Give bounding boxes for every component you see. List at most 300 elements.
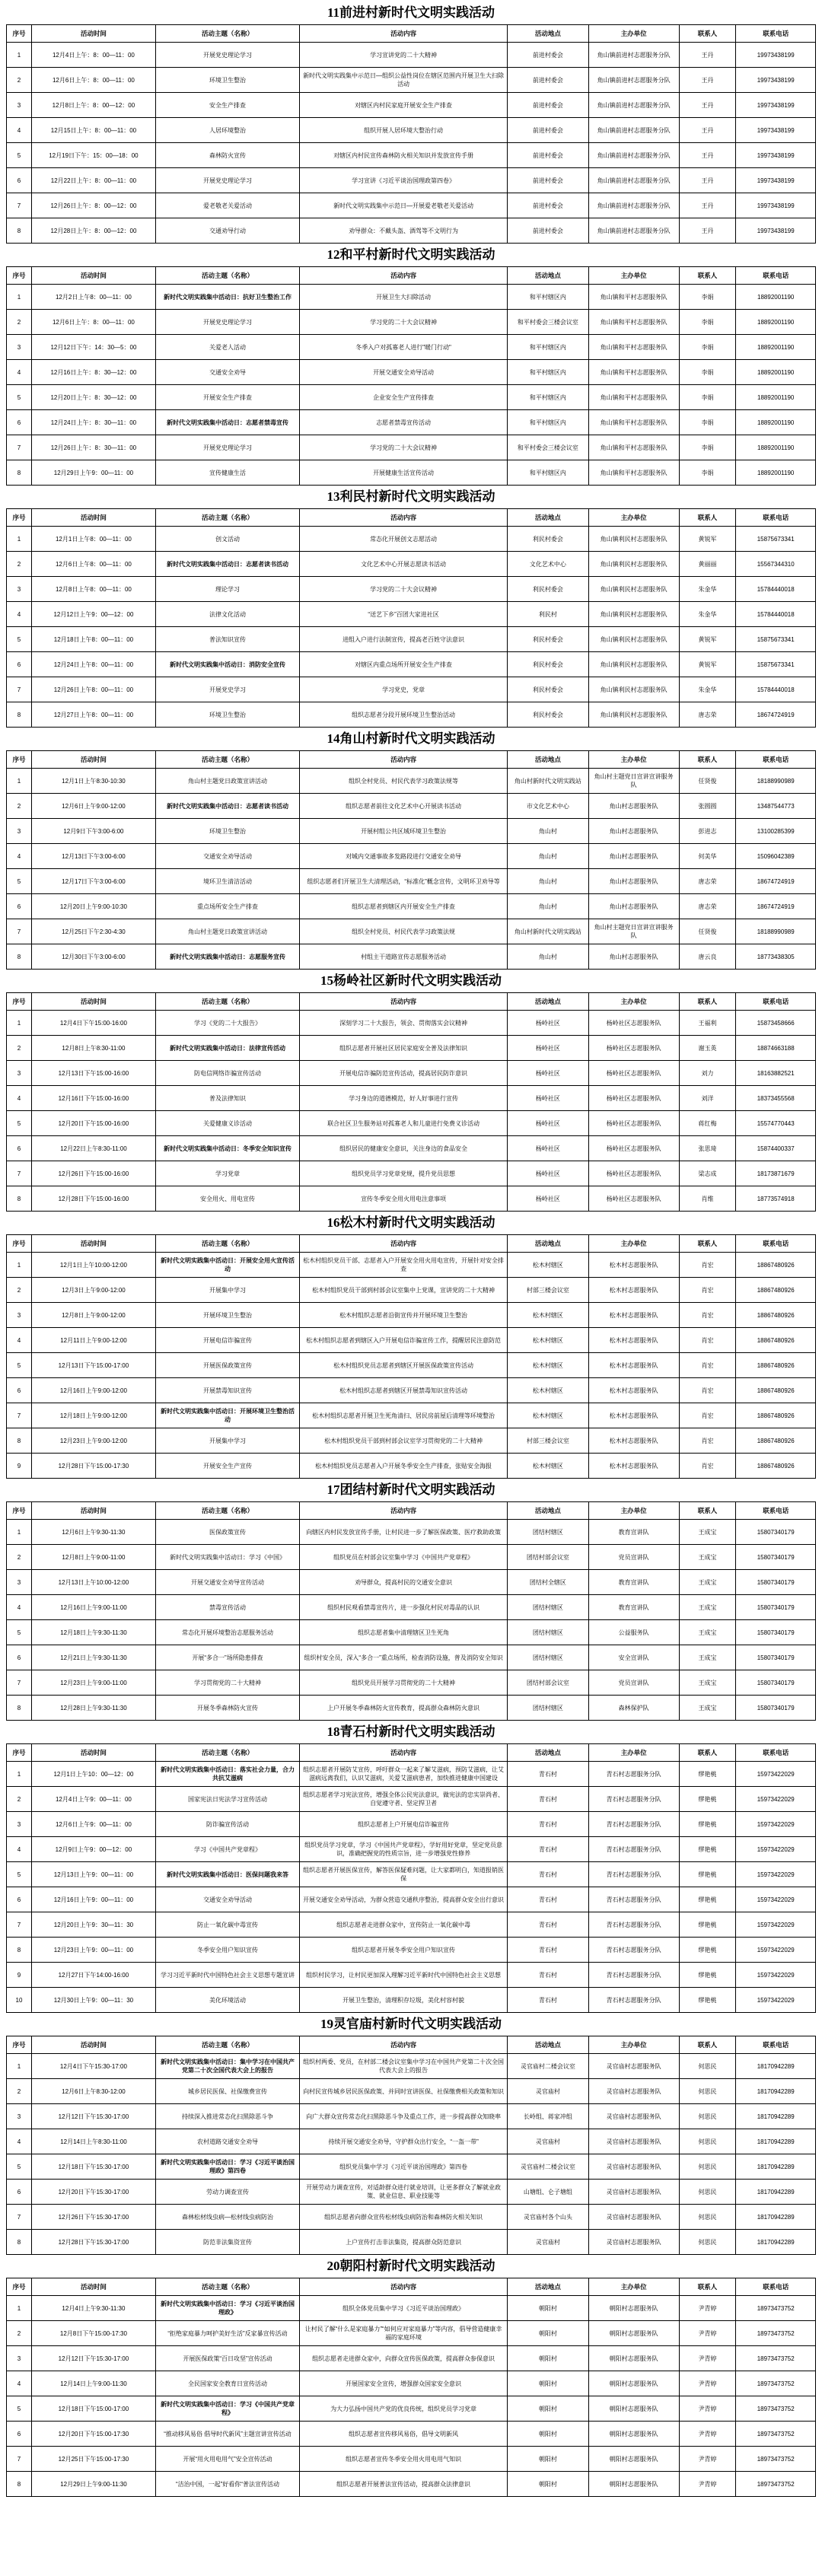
- cell-time: 12月11日上午9:00-12:00: [32, 1328, 156, 1353]
- cell-theme: 新时代文明实践集中活动日：落实社会力量，合力共抗艾滋病: [155, 1762, 299, 1787]
- cell-contact: 唐志荣: [679, 894, 736, 919]
- cell-phone: 18867480926: [736, 1303, 816, 1328]
- cell-phone: 18170942289: [736, 2054, 816, 2079]
- cell-theme: 农村道路交通安全劝导: [155, 2129, 299, 2154]
- cell-phone: 15807340179: [736, 1696, 816, 1721]
- table-row: [7, 93, 816, 118]
- cell-theme: 学习党章: [155, 1161, 299, 1186]
- cell-no: 7: [7, 677, 32, 702]
- cell-no: 6: [7, 1378, 32, 1403]
- cell-content: 开展卫生整治，清理积存垃圾，美化村容村貌: [300, 1988, 508, 2013]
- table-row: [7, 193, 816, 218]
- column-header: 活动内容: [300, 267, 508, 285]
- cell-no: 8: [7, 944, 32, 970]
- cell-contact: 尹青婷: [679, 2472, 736, 2497]
- table-row: [7, 677, 816, 702]
- cell-time: 12月16日上午9:00-12:00: [32, 1378, 156, 1403]
- cell-theme: 新时代文明实践集中活动日：医保问题我来答: [155, 1862, 299, 1887]
- cell-org: 角山村志愿服务队: [588, 819, 679, 844]
- cell-content: 组织全村党员、村民代表学习政策法规等: [300, 769, 508, 794]
- cell-contact: 刘力: [679, 1061, 736, 1086]
- activity-table: [6, 24, 816, 244]
- cell-content: 上户宣传打击非法集资，提高群众防范意识: [300, 2230, 508, 2255]
- cell-phone: 19973438199: [736, 193, 816, 218]
- cell-place: 杨岭社区: [508, 1011, 589, 1036]
- cell-place: 利民村: [508, 602, 589, 627]
- cell-theme: 重点场所安全生产排查: [155, 894, 299, 919]
- cell-no: 6: [7, 1645, 32, 1670]
- table-row: [7, 1353, 816, 1378]
- cell-phone: 15973422029: [736, 1963, 816, 1988]
- cell-phone: 18173871679: [736, 1161, 816, 1186]
- cell-content: 深刻学习二十大报告，领会、贯彻落实会议精神: [300, 1011, 508, 1036]
- cell-theme: 防范非法集资宣传: [155, 2230, 299, 2255]
- cell-phone: 15875673341: [736, 627, 816, 652]
- cell-phone: 18867480926: [736, 1428, 816, 1454]
- cell-theme: 学习《中国共产党章程》: [155, 1837, 299, 1862]
- cell-content: 组织志愿者上户开展电信诈骗宣传: [300, 1812, 508, 1837]
- cell-place: 朝阳村: [508, 2346, 589, 2371]
- cell-place: 角山村: [508, 894, 589, 919]
- column-header: 活动地点: [508, 2036, 589, 2054]
- table-row: [7, 1428, 816, 1454]
- cell-contact: 黄丽丽: [679, 552, 736, 577]
- column-header: 活动内容: [300, 2036, 508, 2054]
- cell-phone: 19973438199: [736, 118, 816, 143]
- cell-org: 青石村志愿服务分队: [588, 1862, 679, 1887]
- cell-time: 12月4日上午：8：00—11：00: [32, 43, 156, 68]
- cell-phone: 18892001190: [736, 460, 816, 486]
- column-header: 序号: [7, 2036, 32, 2054]
- cell-phone: 15784440018: [736, 577, 816, 602]
- column-header: 主办单位: [588, 1502, 679, 1520]
- cell-contact: 黄锐军: [679, 627, 736, 652]
- cell-contact: 缪艳桃: [679, 1988, 736, 2013]
- table-row: [7, 894, 816, 919]
- cell-contact: 梁志成: [679, 1161, 736, 1186]
- column-header: 活动地点: [508, 267, 589, 285]
- cell-time: 12月26日下午15:00-16:00: [32, 1161, 156, 1186]
- cell-place: 团结村辖区: [508, 1645, 589, 1670]
- cell-phone: 18170942289: [736, 2129, 816, 2154]
- cell-time: 12月18日上午9:30-11:30: [32, 1620, 156, 1645]
- column-header: 联系电话: [736, 509, 816, 527]
- cell-content: 开展卫生大扫除活动: [300, 285, 508, 310]
- cell-contact: 黄锐军: [679, 527, 736, 552]
- cell-theme: 开展交通安全劝导宣传活动: [155, 1570, 299, 1595]
- section-title: 19灵官庙村新时代文明实践活动: [320, 2017, 502, 2031]
- cell-time: 12月26日上午：8：00—12：00: [32, 193, 156, 218]
- table-row: [7, 2054, 816, 2079]
- cell-time: 12月20日下午15:00-17:30: [32, 2422, 156, 2447]
- cell-phone: 19973438199: [736, 143, 816, 168]
- column-header: 联系人: [679, 1744, 736, 1762]
- cell-place: 团结村全辖区: [508, 1570, 589, 1595]
- cell-content: 宣传冬季安全用火用电注意事项: [300, 1186, 508, 1212]
- cell-theme: 开展“用火用电用气”安全宣传活动: [155, 2447, 299, 2472]
- table-row: [7, 1912, 816, 1938]
- cell-org: 青石村志愿服务分队: [588, 1912, 679, 1938]
- cell-phone: 15973422029: [736, 1762, 816, 1787]
- table-row: [7, 769, 816, 794]
- cell-content: 持续开展交通安全劝导，守护群众出行安全，“一盔一带”: [300, 2129, 508, 2154]
- cell-place: 松木村辖区: [508, 1378, 589, 1403]
- cell-org: 角山镇和平村志愿服务队: [588, 285, 679, 310]
- cell-contact: 王成宝: [679, 1670, 736, 1696]
- cell-phone: 18867480926: [736, 1328, 816, 1353]
- table-header-row: [7, 267, 816, 285]
- cell-time: 12月26日下午15:30-17:00: [32, 2205, 156, 2230]
- cell-time: 12月6日上午9:30-11:30: [32, 1520, 156, 1545]
- table-row: [7, 1595, 816, 1620]
- table-row: [7, 2079, 816, 2104]
- cell-content: 组织志愿者们开展卫生大清理活动，“标准化”概念宣传，文明环卫劝导等: [300, 869, 508, 894]
- cell-content: 组织志愿者开展社区居民家庭安全普及法律知识: [300, 1036, 508, 1061]
- cell-place: 朝阳村: [508, 2447, 589, 2472]
- column-header: 序号: [7, 1235, 32, 1253]
- cell-theme: 学习贯彻党的二十大精神: [155, 1670, 299, 1696]
- cell-contact: 李娟: [679, 435, 736, 460]
- cell-contact: 缪艳桃: [679, 1812, 736, 1837]
- cell-org: 朝阳村志愿服务队: [588, 2296, 679, 2321]
- column-header: 活动时间: [32, 1502, 156, 1520]
- cell-org: 朝阳村志愿服务队: [588, 2321, 679, 2346]
- cell-org: 角山村主题党日宣讲宣讲服务队: [588, 919, 679, 944]
- cell-content: 文化艺术中心开展志愿读书活动: [300, 552, 508, 577]
- cell-contact: 朱金华: [679, 577, 736, 602]
- cell-org: 角山镇利民村志愿服务队: [588, 627, 679, 652]
- table-row: [7, 1111, 816, 1136]
- cell-contact: 肖宏: [679, 1378, 736, 1403]
- cell-theme: 新时代文明实践集中活动日：志愿服务宣传: [155, 944, 299, 970]
- cell-theme: 新时代文明实践集中活动日：消防安全宣传: [155, 652, 299, 677]
- cell-org: 青石村志愿服务分队: [588, 1938, 679, 1963]
- table-row: [7, 285, 816, 310]
- cell-theme: 禁毒宣传活动: [155, 1595, 299, 1620]
- cell-time: 12月16日上午9:00-11:00: [32, 1595, 156, 1620]
- cell-contact: 何思民: [679, 2230, 736, 2255]
- table-row: [7, 1403, 816, 1428]
- cell-place: 和平村辖区内: [508, 410, 589, 435]
- cell-place: 团结村部会议室: [508, 1670, 589, 1696]
- cell-content: 组织志愿者到辖区内开展安全生产排查: [300, 894, 508, 919]
- cell-place: 杨岭社区: [508, 1036, 589, 1061]
- cell-theme: 法律文化活动: [155, 602, 299, 627]
- cell-no: 5: [7, 627, 32, 652]
- cell-org: 角山镇和平村志愿服务队: [588, 410, 679, 435]
- column-header: 活动地点: [508, 1502, 589, 1520]
- cell-no: 6: [7, 410, 32, 435]
- cell-content: 组织志愿者开展冬季安全用户知识宣传: [300, 1938, 508, 1963]
- cell-time: 12月22日上午8:30-11:00: [32, 1136, 156, 1161]
- cell-org: 角山村志愿服务队: [588, 944, 679, 970]
- cell-phone: 13487544773: [736, 794, 816, 819]
- cell-contact: 李娟: [679, 385, 736, 410]
- cell-contact: 张思琦: [679, 1136, 736, 1161]
- table-header-row: [7, 25, 816, 43]
- table-row: [7, 168, 816, 193]
- cell-theme: 环境卫生整治: [155, 68, 299, 93]
- cell-place: 杨岭社区: [508, 1186, 589, 1212]
- cell-place: 山塘组、仑子塘组: [508, 2180, 589, 2205]
- cell-theme: 新时代文明实践集中活动日：学习《中国》: [155, 1545, 299, 1570]
- cell-time: 12月6日上午9：00—11：00: [32, 1812, 156, 1837]
- cell-org: 松木村志愿服务队: [588, 1403, 679, 1428]
- cell-time: 12月4日下午15:00-16:00: [32, 1011, 156, 1036]
- cell-time: 12月30日下午3:00-6:00: [32, 944, 156, 970]
- cell-org: 角山镇和平村志愿服务队: [588, 460, 679, 486]
- cell-no: 9: [7, 1963, 32, 1988]
- cell-content: 组织村安全员，深入“多合一”重点场所，检查消防设施，普及消防安全知识: [300, 1645, 508, 1670]
- cell-theme: 新时代文明实践集中活动日：抗好卫生整治工作: [155, 285, 299, 310]
- column-header: 活动地点: [508, 509, 589, 527]
- cell-contact: 缪艳桃: [679, 1963, 736, 1988]
- cell-theme: 防诈骗宣传活动: [155, 1812, 299, 1837]
- column-header: 活动时间: [32, 993, 156, 1011]
- cell-content: 松木村组织党员干部到村部会议室学习贯彻党的二十大精神: [300, 1428, 508, 1454]
- cell-contact: 王成宝: [679, 1645, 736, 1670]
- cell-place: 利民村委会: [508, 702, 589, 728]
- cell-contact: 黄锐军: [679, 652, 736, 677]
- column-header: 主办单位: [588, 993, 679, 1011]
- cell-content: 松木村组织党员干部、志愿者入户开展安全用火用电宣传，开展针对安全排查: [300, 1253, 508, 1278]
- cell-org: 角山镇和平村志愿服务队: [588, 335, 679, 360]
- column-header: 活动时间: [32, 267, 156, 285]
- cell-time: 12月23日上午9:00-11:00: [32, 1670, 156, 1696]
- cell-org: 朝阳村志愿服务队: [588, 2472, 679, 2497]
- cell-no: 3: [7, 335, 32, 360]
- cell-place: 团结村部会议室: [508, 1545, 589, 1570]
- cell-org: 公益服务队: [588, 1620, 679, 1645]
- cell-no: 6: [7, 894, 32, 919]
- cell-no: 2: [7, 68, 32, 93]
- section-title: 16松木村新时代文明实践活动: [327, 1215, 495, 1230]
- column-header: 主办单位: [588, 2278, 679, 2296]
- cell-no: 8: [7, 2472, 32, 2497]
- cell-time: 12月24日上午：8：30—11：00: [32, 410, 156, 435]
- column-header: 活动地点: [508, 1235, 589, 1253]
- cell-theme: 开展安全生产宣传: [155, 1454, 299, 1479]
- cell-theme: 交通安全劝导活动: [155, 1887, 299, 1912]
- cell-phone: 18892001190: [736, 360, 816, 385]
- cell-contact: 李娟: [679, 285, 736, 310]
- column-header: 联系人: [679, 509, 736, 527]
- cell-time: 12月13日下午15:00-17:00: [32, 1353, 156, 1378]
- table-row: [7, 944, 816, 970]
- cell-org: 松木村志愿服务队: [588, 1328, 679, 1353]
- cell-contact: 王丹: [679, 118, 736, 143]
- cell-place: 青石村: [508, 1862, 589, 1887]
- cell-time: 12月26日上午：8：30—11：00: [32, 435, 156, 460]
- table-row: [7, 118, 816, 143]
- column-header: 活动主题（名称）: [155, 993, 299, 1011]
- cell-phone: 18867480926: [736, 1378, 816, 1403]
- cell-org: 角山镇利民村志愿服务队: [588, 652, 679, 677]
- cell-org: 青石村志愿服务分队: [588, 1762, 679, 1787]
- table-row: [7, 385, 816, 410]
- cell-no: 5: [7, 869, 32, 894]
- cell-contact: 王成宝: [679, 1520, 736, 1545]
- table-row: [7, 1570, 816, 1595]
- cell-org: 松木村志愿服务队: [588, 1278, 679, 1303]
- column-header: 联系人: [679, 1502, 736, 1520]
- cell-phone: 18973473752: [736, 2422, 816, 2447]
- cell-place: 市文化艺术中心: [508, 794, 589, 819]
- column-header: 主办单位: [588, 751, 679, 769]
- cell-place: 朝阳村: [508, 2321, 589, 2346]
- section-title: 14角山村新时代文明实践活动: [327, 731, 495, 746]
- cell-place: 青石村: [508, 1837, 589, 1862]
- cell-place: 青石村: [508, 1938, 589, 1963]
- cell-no: 7: [7, 435, 32, 460]
- cell-org: 杨岭社区志愿服务队: [588, 1111, 679, 1136]
- cell-place: 灵官庙村: [508, 2079, 589, 2104]
- cell-theme: 新时代文明实践集中活动日：学习《习近平谈治国理政》第四卷: [155, 2154, 299, 2180]
- cell-org: 角山村主题党日宣讲宣讲服务队: [588, 769, 679, 794]
- cell-content: 向广大群众宣传常态化扫黑除恶斗争及重点工作，进一步提高群众知晓率: [300, 2104, 508, 2129]
- cell-org: 灵官庙村志愿服务队: [588, 2104, 679, 2129]
- column-header: 联系人: [679, 267, 736, 285]
- cell-time: 12月28日下午15:00-16:00: [32, 1186, 156, 1212]
- cell-phone: 15973422029: [736, 1787, 816, 1812]
- cell-org: 角山镇前进村志愿服务分队: [588, 218, 679, 244]
- column-header: 活动时间: [32, 751, 156, 769]
- cell-contact: 李娟: [679, 410, 736, 435]
- column-header: 活动主题（名称）: [155, 751, 299, 769]
- cell-org: 教育宣讲队: [588, 1595, 679, 1620]
- cell-place: 和平村辖区内: [508, 285, 589, 310]
- cell-theme: 常态化开展环境整治志愿服务活动: [155, 1620, 299, 1645]
- cell-contact: 王成宝: [679, 1545, 736, 1570]
- cell-place: 利民村委会: [508, 627, 589, 652]
- cell-contact: 缪艳桃: [679, 1862, 736, 1887]
- cell-no: 7: [7, 2447, 32, 2472]
- cell-theme: 新时代文明实践集中活动日：志愿者读书活动: [155, 794, 299, 819]
- cell-phone: 18973473752: [736, 2472, 816, 2497]
- column-header: 联系人: [679, 2278, 736, 2296]
- cell-no: 1: [7, 43, 32, 68]
- cell-content: 组织志愿者前往文化艺术中心开展读书活动: [300, 794, 508, 819]
- table-row: [7, 1837, 816, 1862]
- table-row: [7, 2180, 816, 2205]
- cell-place: 杨岭社区: [508, 1061, 589, 1086]
- cell-contact: 唐志荣: [679, 702, 736, 728]
- column-header: 联系电话: [736, 2036, 816, 2054]
- cell-time: 12月13日上午10:00-12:00: [32, 1570, 156, 1595]
- cell-org: 灵官庙村志愿服务队: [588, 2230, 679, 2255]
- table-row: [7, 2396, 816, 2422]
- cell-place: 前进村委会: [508, 43, 589, 68]
- cell-contact: 王成宝: [679, 1570, 736, 1595]
- table-row: [7, 1787, 816, 1812]
- cell-phone: 18188990989: [736, 919, 816, 944]
- cell-org: 角山镇和平村志愿服务队: [588, 435, 679, 460]
- table-row: [7, 1454, 816, 1479]
- cell-place: 和平村委会三楼会议室: [508, 435, 589, 460]
- cell-phone: 13100285399: [736, 819, 816, 844]
- cell-time: 12月6日上午8:30-12:00: [32, 2079, 156, 2104]
- cell-time: 12月12日下午15:30-17:00: [32, 2346, 156, 2371]
- cell-time: 12月18日上午9:00-12:00: [32, 1403, 156, 1428]
- cell-theme: 关爱健康义诊活动: [155, 1111, 299, 1136]
- cell-place: 杨岭社区: [508, 1111, 589, 1136]
- column-header: 活动主题（名称）: [155, 2278, 299, 2296]
- column-header: 活动主题（名称）: [155, 267, 299, 285]
- cell-theme: 学习《党的二十大报告》: [155, 1011, 299, 1036]
- cell-contact: 缪艳桃: [679, 1938, 736, 1963]
- cell-content: 松木村组织志愿者沿街宣传并开展环境卫生整治: [300, 1303, 508, 1328]
- cell-no: 8: [7, 460, 32, 486]
- cell-no: 7: [7, 193, 32, 218]
- cell-phone: 19973438199: [736, 168, 816, 193]
- table-row: [7, 1378, 816, 1403]
- cell-time: 12月2日上午8：00—11：00: [32, 285, 156, 310]
- activity-section: [6, 1479, 816, 1721]
- cell-time: 12月6日上午8：00—11：00: [32, 552, 156, 577]
- cell-no: 6: [7, 1887, 32, 1912]
- cell-no: 6: [7, 652, 32, 677]
- cell-no: 2: [7, 310, 32, 335]
- activity-section: [6, 2255, 816, 2497]
- cell-phone: 15875673341: [736, 652, 816, 677]
- cell-org: 安全宣讲队: [588, 1645, 679, 1670]
- cell-time: 12月30日上午9：00—11：30: [32, 1988, 156, 2013]
- cell-theme: 新时代文明实践集中活动日：法律宣传活动: [155, 1036, 299, 1061]
- cell-no: 1: [7, 1253, 32, 1278]
- cell-org: 朝阳村志愿服务队: [588, 2422, 679, 2447]
- cell-place: 朝阳村: [508, 2296, 589, 2321]
- cell-time: 12月29日上午9：00—11：00: [32, 460, 156, 486]
- cell-time: 12月29日上午9:00-11:30: [32, 2472, 156, 2497]
- cell-content: 学习宣讲党的二十大精神: [300, 43, 508, 68]
- cell-no: 3: [7, 2104, 32, 2129]
- cell-time: 12月20日下午15:30-17:00: [32, 2180, 156, 2205]
- cell-time: 12月23日上午9:00-12:00: [32, 1428, 156, 1454]
- cell-content: 组织村两委、党员，在村部二楼会议室集中学习在中国共产党第二十次全国代表大会上的报告: [300, 2054, 508, 2079]
- cell-time: 12月27日下午14:00-16:00: [32, 1963, 156, 1988]
- cell-place: 松木村辖区: [508, 1454, 589, 1479]
- cell-phone: 15807340179: [736, 1645, 816, 1670]
- cell-time: 12月15日上午：8：00—11：00: [32, 118, 156, 143]
- cell-no: 6: [7, 168, 32, 193]
- activity-table: [6, 2278, 816, 2497]
- cell-org: 角山镇利民村志愿服务队: [588, 552, 679, 577]
- cell-place: 松木村辖区: [508, 1353, 589, 1378]
- cell-contact: 任贤俊: [679, 919, 736, 944]
- cell-theme: 森林松材线虫病—松材线虫病防治: [155, 2205, 299, 2230]
- column-header: 联系电话: [736, 751, 816, 769]
- cell-time: 12月28日上午：8：00—12：00: [32, 218, 156, 244]
- cell-phone: 15973422029: [736, 1912, 816, 1938]
- cell-theme: 开展医保政策“百日攻坚”宣传活动: [155, 2346, 299, 2371]
- section-title: 20朝阳村新时代文明实践活动: [327, 2259, 495, 2273]
- cell-theme: 开展禁毒知识宣传: [155, 1378, 299, 1403]
- cell-time: 12月21日上午9:30-11:30: [32, 1645, 156, 1670]
- cell-org: 青石村志愿服务分队: [588, 1812, 679, 1837]
- column-header: 活动地点: [508, 2278, 589, 2296]
- cell-place: 村部三楼会议室: [508, 1428, 589, 1454]
- column-header: 联系人: [679, 25, 736, 43]
- cell-place: 团结村辖区: [508, 1696, 589, 1721]
- cell-content: 组织党员在村部会议室集中学习《中国共产党章程》: [300, 1545, 508, 1570]
- activity-section: [6, 486, 816, 728]
- table-header-row: [7, 993, 816, 1011]
- cell-theme: 人居环境整治: [155, 118, 299, 143]
- table-row: [7, 1136, 816, 1161]
- column-header: 主办单位: [588, 509, 679, 527]
- cell-time: 12月12日下午15:30-17:00: [32, 2104, 156, 2129]
- cell-org: 角山镇前进村志愿服务分队: [588, 68, 679, 93]
